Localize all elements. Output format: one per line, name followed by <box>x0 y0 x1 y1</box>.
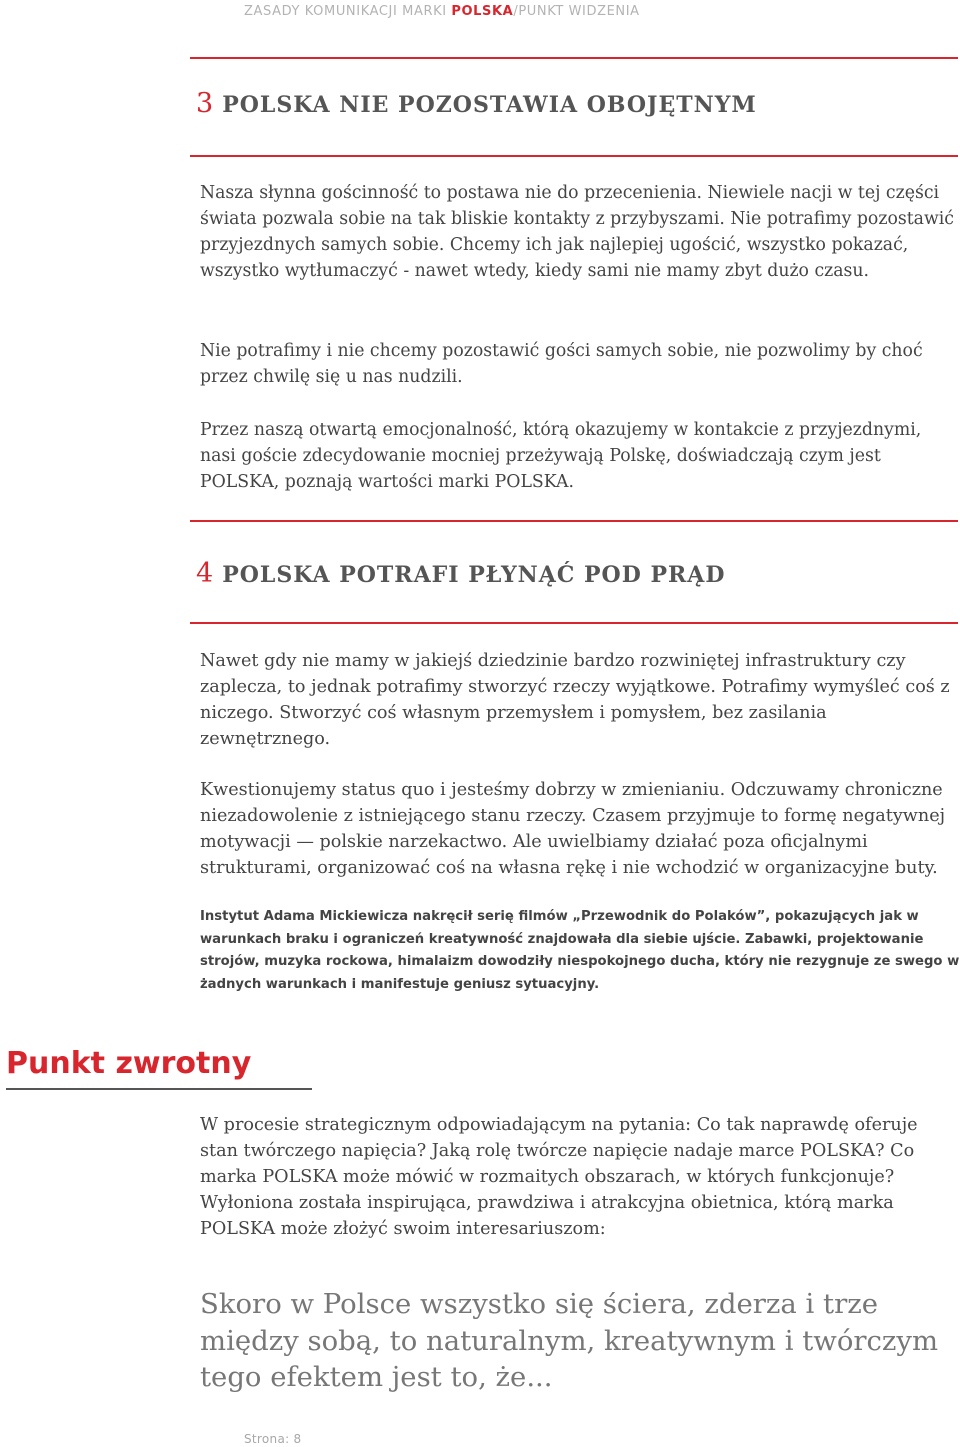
section-3-number: 3 <box>196 88 215 119</box>
section-4-paragraph: Nawet gdy nie mamy w jakiejś dziedzinie bardzo rozwiniętej infrastruktury czy zaplecza, to jednak potrafimy stworzyć rzeczy wyjątkowe. Potrafimy wymyśleć coś z niczego. Stworzyć coś własnym przemysłem i pomysłem, bez zasilania zewnętrznego. <box>200 651 950 749</box>
page-number: Strona: 8 <box>244 1432 302 1446</box>
section-4-top-rule <box>190 520 958 522</box>
section-3-top-rule <box>190 57 958 59</box>
section-4-heading <box>196 558 725 589</box>
section-3-heading <box>196 88 757 119</box>
section-3-bottom-rule <box>190 155 958 157</box>
section-4-note: Instytut Adama Mickiewicza nakręcił serię filmów „Przewodnik do Polaków”, pokazujących jak w warunkach braku i ograniczeń kreatywność znajdowała dla siebie ujście. Zabawki, projektowanie strojów, muzyka rockowa, himalaizm dowodziły niespokojnego ducha, który nie rezygnuje ze swego w żadnych warunkach i manifestuje geniusz sytuacyjny. <box>200 909 960 992</box>
header-brand: POLSKA <box>451 4 514 19</box>
section-4-paragraph: Kwestionujemy status quo i jesteśmy dobrzy w zmienianiu. Odczuwamy chroniczne niezadowolenie z istniejącego stanu rzeczy. Czasem przyjmuje to formę negatywnej motywacji — polskie narzekactwo. Ale uwielbiamy działać poza oficjalnymi strukturami, organizować coś na własna rękę i nie wchodzić w organizacyjne buty. <box>200 780 946 878</box>
turning-point-rule <box>6 1088 312 1090</box>
section-3-paragraph: Nasza słynna gościnność to postawa nie do przecenienia. Niewiele nacji w tej części świata pozwala sobie na tak bliskie kontakty z przybyszami. Nie potrafimy pozostawić przyjezdnych samych sobie. Chcemy ich jak najlepiej ugościć, wszystko pokazać, wszystko wytłumaczyć - nawet wtedy, kiedy sami nie mamy zbyt dużo czasu. <box>200 183 954 281</box>
turning-point-paragraph: W procesie strategicznym odpowiadającym na pytania: Co tak naprawdę oferuje stan twórczego napięcia? Jaką rolę twórcze napięcie nadaje marce POLSKA? Co marka POLSKA może mówić w rozmaitych obszarach, w których funkcjonuje? Wyłoniona została inspirująca, prawdziwa i atrakcyjna obietnica, którą marka POLSKA może złożyć swoim interesariuszom: <box>200 1115 918 1239</box>
section-3-title: POLSKA NIE POZOSTAWIA OBOJĘTNYM <box>222 92 757 118</box>
header-suffix: /PUNKT WIDZENIA <box>513 4 640 19</box>
section-4-bottom-rule <box>190 622 958 624</box>
header-prefix: ZASADY KOMUNIKACJI MARKI <box>244 4 452 19</box>
section-3-paragraph: Nie potrafimy i nie chcemy pozostawić gości samych sobie, nie pozwolimy by choć przez chwilę się u nas nudzili. <box>200 341 923 387</box>
brand-promise-quote: Skoro w Polsce wszystko się ściera, zderza i trze między sobą, to naturalnym, kreatywnym i twórczym tego efektem jest to, że... <box>200 1288 939 1393</box>
section-4-title: POLSKA POTRAFI PŁYNĄĆ POD PRĄD <box>222 562 726 588</box>
turning-point-title: Punkt zwrotny <box>6 1046 252 1081</box>
running-header <box>244 4 640 19</box>
section-3-paragraph: Przez naszą otwartą emocjonalność, którą okazujemy w kontakcie z przyjezdnymi, nasi goście zdecydowanie mocniej przeżywają Polskę, doświadczają czym jest POLSKA, poznają wartości marki POLSKA. <box>200 420 922 492</box>
section-4-number: 4 <box>196 558 215 589</box>
